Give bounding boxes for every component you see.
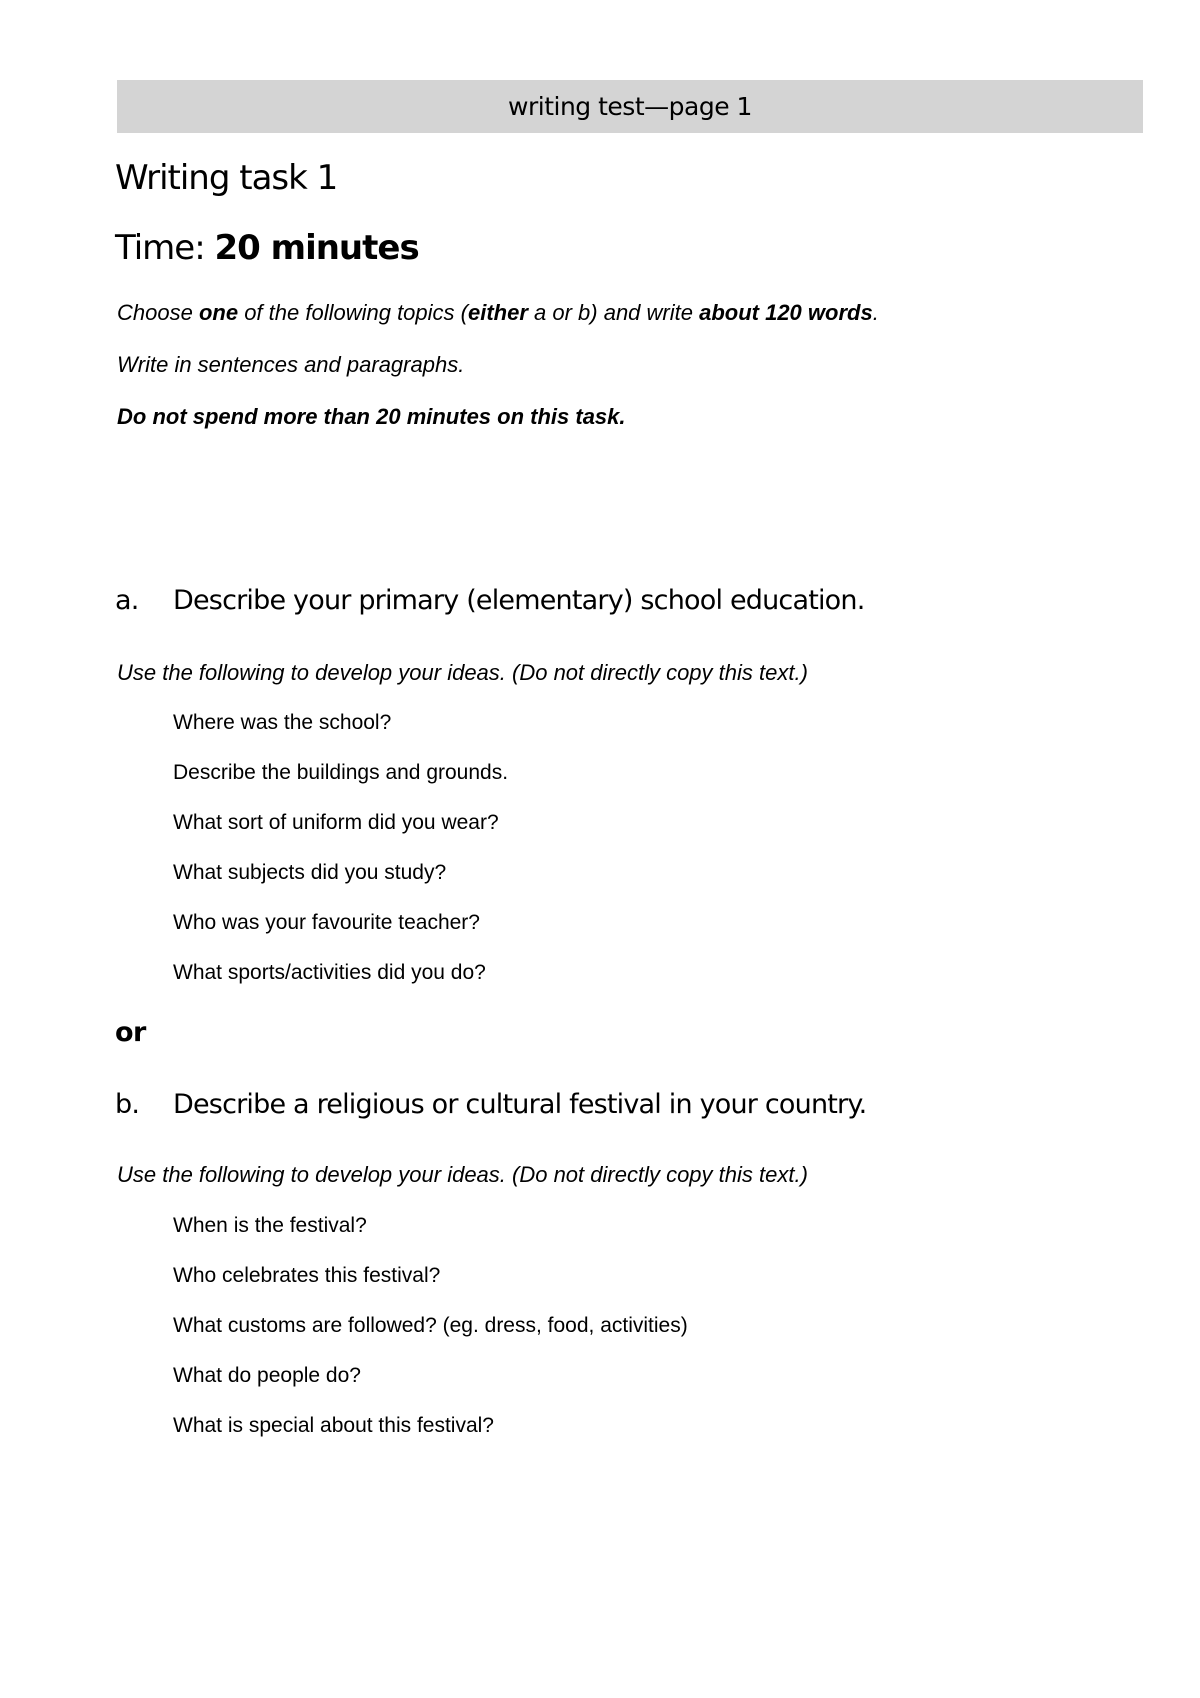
topic-a-guide: Use the following to develop your ideas. (Do not directly copy this text.)	[117, 660, 808, 685]
time-value: 20 minutes	[214, 228, 419, 268]
instruction-emphasis: either	[467, 300, 528, 325]
instruction-emphasis: one	[198, 300, 239, 325]
topic-b-letter: b.	[115, 1089, 140, 1120]
topic-a-prompt: Describe the buildings and grounds.	[173, 761, 509, 784]
page-title: Writing task 1	[115, 158, 338, 198]
instruction-text: a or b) and write	[527, 300, 700, 325]
topic-b-prompt: What do people do?	[173, 1364, 361, 1387]
topic-a-prompt: What sort of uniform did you wear?	[173, 811, 499, 834]
topic-b-title: Describe a religious or cultural festival in your country.	[173, 1089, 867, 1120]
topic-b-prompt: What is special about this festival?	[173, 1414, 494, 1437]
topic-a-prompt: What sports/activities did you do?	[173, 961, 486, 984]
instruction-text: Choose	[117, 300, 199, 325]
instruction-time-warning: Do not spend more than 20 minutes on this task.	[117, 404, 626, 429]
instruction-text: of the following topics (	[238, 300, 468, 325]
page-header-title: writing test—page 1	[508, 92, 752, 121]
topic-a-prompt: Where was the school?	[173, 711, 392, 734]
topic-b-prompt: Who celebrates this festival?	[173, 1264, 441, 1287]
instruction-sentences: Write in sentences and paragraphs.	[117, 352, 465, 377]
topic-b-guide: Use the following to develop your ideas. (Do not directly copy this text.)	[117, 1162, 808, 1187]
topic-a-heading	[115, 585, 865, 616]
page-header-bar	[117, 80, 1143, 133]
instruction-text: .	[872, 300, 879, 325]
topic-a-title: Describe your primary (elementary) school education.	[173, 585, 865, 616]
instruction-emphasis: about 120 words	[699, 300, 873, 325]
topic-a-letter: a.	[115, 585, 139, 616]
topic-b-heading	[115, 1089, 866, 1120]
topic-a-prompt: What subjects did you study?	[173, 861, 447, 884]
time-limit	[115, 228, 419, 268]
time-label: Time:	[115, 228, 205, 268]
topic-a-prompt: Who was your favourite teacher?	[173, 911, 480, 934]
topic-b-prompt: What customs are followed? (eg. dress, food, activities)	[173, 1314, 688, 1337]
topic-b-prompt: When is the festival?	[173, 1214, 367, 1237]
instruction-choose-topic	[117, 300, 879, 326]
or-separator: or	[115, 1017, 146, 1048]
